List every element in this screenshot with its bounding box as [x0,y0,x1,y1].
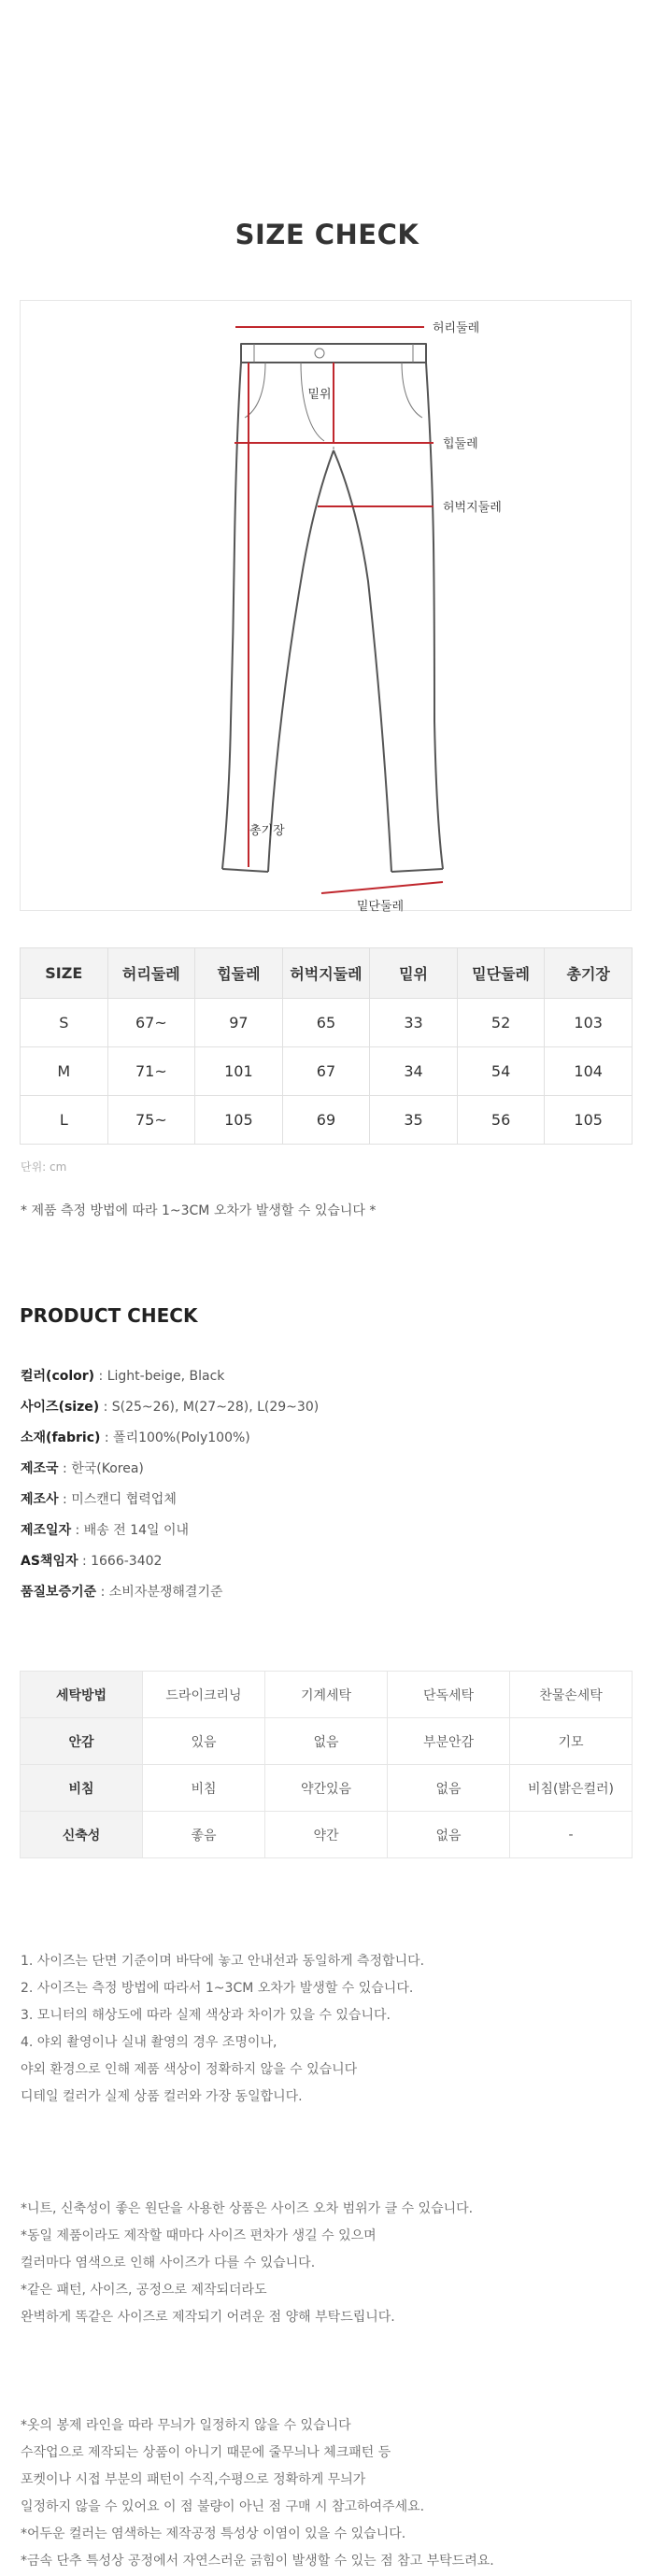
size-header: SIZE [21,948,108,999]
table-cell: 드라이크리닝 [143,1672,265,1718]
waist-label: 허리둘레 [433,321,480,335]
table-cell: 33 [370,999,458,1047]
table-cell: 34 [370,1047,458,1096]
rise-label: 밑위 [307,388,332,402]
note-line: 포켓이나 시접 부분의 패턴이 수직,수평으로 정확하게 무늬가 [21,2472,366,2487]
info-label: 제조국 [21,1461,59,1476]
hip-label: 힙둘레 [443,437,478,451]
hem-label: 밑단둘레 [356,900,405,912]
note-line: 컬러마다 염색으로 인해 사이즈가 다를 수 있습니다. [21,2256,316,2270]
table-cell: M [21,1047,108,1096]
table-cell: 있음 [143,1718,265,1765]
waist-header: 허리둘레 [107,948,195,999]
hip-header: 힙둘레 [195,948,283,999]
pants-illustration [21,301,633,912]
row-header: 세탁방법 [21,1672,143,1718]
note-line: *옷의 봉제 라인을 따라 무늬가 일정하지 않을 수 있습니다 [21,2418,351,2433]
info-label: 품질보증기준 [21,1585,97,1600]
hem-line [321,882,443,893]
table-cell: 56 [457,1096,545,1145]
info-label: 제조사 [21,1492,59,1507]
page-title: SIZE CHECK [235,219,419,250]
length-label: 총기장 [249,824,285,838]
table-cell: 101 [195,1047,283,1096]
table-cell: 52 [457,999,545,1047]
info-value: : 폴리100%(Poly100%) [100,1430,250,1445]
table-row [21,1812,633,1858]
table-cell: 없음 [265,1718,388,1765]
note-line: 3. 모니터의 해상도에 따라 실제 색상과 차이가 있을 수 있습니다. [21,2008,391,2023]
table-cell: 69 [282,1096,370,1145]
product-info-fabric [21,1428,250,1446]
care-table [20,1671,633,1858]
info-value: : 1666-3402 [78,1554,163,1569]
note-line: *니트, 신축성이 좋은 원단을 사용한 상품은 사이즈 오차 범위가 클 수 있습니다. [21,2201,474,2216]
thigh-label: 허벅지둘레 [443,501,502,515]
note-line: *어두운 컬러는 염색하는 제작공정 특성상 이염이 있을 수 있습니다. [21,2526,406,2541]
info-label: 소재(fabric) [21,1430,101,1445]
info-label: 사이즈(size) [21,1400,100,1415]
note-line: 4. 야외 촬영이나 실내 촬영의 경우 조명이나, [21,2035,277,2050]
product-info-quality [21,1582,223,1601]
row-header: 안감 [21,1718,143,1765]
table-cell: 97 [195,999,283,1047]
table-cell: 75~ [107,1096,195,1145]
error-note: * 제품 측정 방법에 따라 1~3CM 오차가 발생할 수 있습니다 * [21,1203,377,1218]
measurement-lines [235,327,443,893]
info-value: : 소비자분쟁해결기준 [96,1585,223,1600]
info-label: 제조일자 [21,1523,72,1538]
info-value: : Light-beige, Black [94,1369,225,1384]
info-value: : 배송 전 14일 이내 [71,1523,190,1538]
note-line: *동일 제품이라도 제작할 때마다 사이즈 편차가 생길 수 있으며 [21,2228,377,2243]
info-label: 컬러(color) [21,1369,95,1384]
table-row [21,999,633,1047]
table-cell: 35 [370,1096,458,1145]
table-cell: 좋음 [143,1812,265,1858]
table-cell: - [510,1812,633,1858]
rise-header: 밑위 [370,948,458,999]
table-cell: 없음 [388,1765,510,1812]
table-row [21,1718,633,1765]
table-cell: 기모 [510,1718,633,1765]
unit-note: 단위: cm [21,1160,67,1174]
table-cell: 65 [282,999,370,1047]
table-cell: 104 [545,1047,633,1096]
note-line: 디테일 컬러가 실제 상품 컬러와 가장 동일합니다. [21,2089,303,2104]
note-line: *금속 단추 특성상 공정에서 자연스러운 긁힘이 발생할 수 있는 점 참고 부탁드려요. [21,2554,494,2569]
table-cell: 단독세탁 [388,1672,510,1718]
note-line: 수작업으로 제작되는 상품이 아니기 때문에 줄무늬나 체크패턴 등 [21,2445,391,2460]
table-row [21,1096,633,1145]
product-info-maker [21,1489,177,1508]
size-table [20,947,633,1145]
table-cell: S [21,999,108,1047]
table-cell: 67 [282,1047,370,1096]
note-line: 일정하지 않을 수 있어요 이 점 불량이 아닌 점 구매 시 참고하여주세요. [21,2499,425,2514]
length-header: 총기장 [545,948,633,999]
table-cell: 71~ [107,1047,195,1096]
table-cell: 찬물손세탁 [510,1672,633,1718]
note-line: 2. 사이즈는 측정 방법에 따라서 1~3CM 오차가 발생할 수 있습니다. [21,1981,414,1996]
table-cell: 54 [457,1047,545,1096]
table-cell: 부분안감 [388,1718,510,1765]
table-cell: 105 [545,1096,633,1145]
thigh-header: 허벅지둘레 [282,948,370,999]
size-table-header-row [21,948,633,999]
note-line: 완벽하게 똑같은 사이즈로 제작되기 어려운 점 양해 부탁드립니다. [21,2310,395,2325]
table-cell: 비침(밝은컬러) [510,1765,633,1812]
info-value: : 미스캔디 협력업체 [58,1492,177,1507]
table-cell: 103 [545,999,633,1047]
hem-header: 밑단둘레 [457,948,545,999]
note-line: 야외 환경으로 인해 제품 색상이 정확하지 않을 수 있습니다 [21,2062,358,2077]
info-value: : S(25~26), M(27~28), L(29~30) [99,1400,320,1415]
table-cell: 기계세탁 [265,1672,388,1718]
table-cell: 비침 [143,1765,265,1812]
row-header: 비침 [21,1765,143,1812]
info-label: AS책임자 [21,1554,78,1569]
product-info-country [21,1459,144,1477]
table-cell: 약간 [265,1812,388,1858]
table-row [21,1672,633,1718]
size-diagram [20,300,632,911]
product-info-size [21,1397,319,1416]
info-value: : 한국(Korea) [58,1461,144,1476]
table-row [21,1765,633,1812]
note-line: 1. 사이즈는 단면 기준이며 바닥에 놓고 안내선과 동일하게 측정합니다. [21,1954,425,1969]
table-cell: 67~ [107,999,195,1047]
table-cell: 없음 [388,1812,510,1858]
table-cell: 105 [195,1096,283,1145]
table-row [21,1047,633,1096]
table-cell: 약간있음 [265,1765,388,1812]
product-check-heading: PRODUCT CHECK [20,1304,198,1327]
table-cell: L [21,1096,108,1145]
product-info-date [21,1520,189,1539]
note-line: *같은 패턴, 사이즈, 공정으로 제작되더라도 [21,2283,267,2298]
product-info-color [21,1366,224,1385]
product-info-as [21,1551,162,1570]
row-header: 신축성 [21,1812,143,1858]
